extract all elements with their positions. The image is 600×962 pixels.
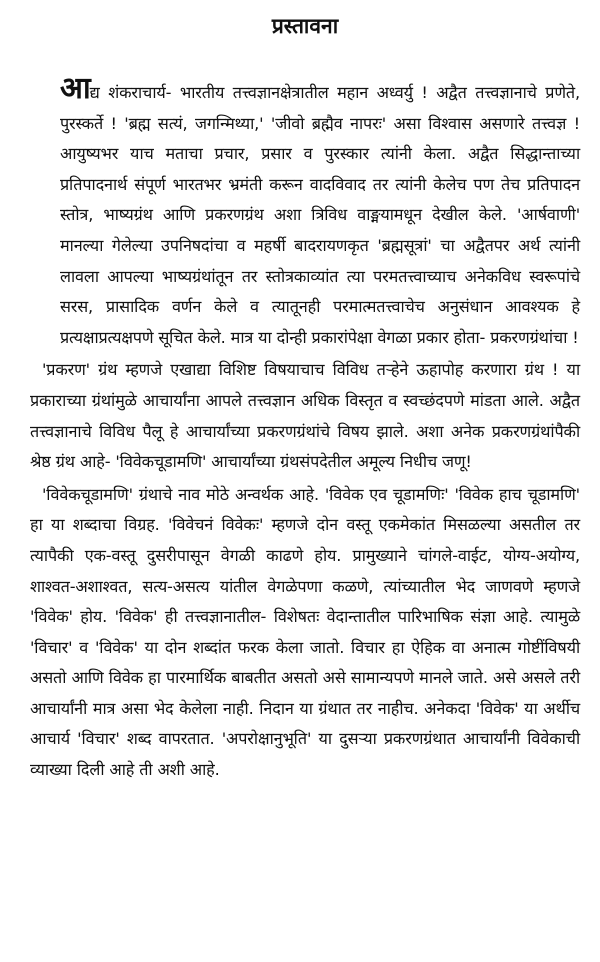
page-title: प्रस्तावना [271, 14, 339, 38]
paragraph-1 [30, 71, 580, 353]
paragraph-3: 'विवेकचूडामणि' ग्रंथाचे नाव मोठे अन्वर्थक आहे. 'विवेक एव चूडामणिः' 'विवेक हाच चूडामणि' हा या शब्दाचा विग्रह. 'विवेचनं विवेकः' म्हणजे दोन वस्तू एकमेकांत मिसळल्या असतील तर त्यापैकी एक-वस्तू दुसरीपासून वेगळी काढणे होय. प्रामुख्याने चांगले-वाईट, योग्य-अयोग्य, शाश्वत-अशाश्वत, सत्य-असत्य यांतील वेगळेपणा कळणे, त्यांच्यातील भेद जाणवणे म्हणजे 'विवेक' होय. 'विवेक' ही तत्त्वज्ञानातील- विशेषतः वेदान्तातील पारिभाषिक संज्ञा आहे. त्यामुळे 'विचार' व 'विवेक' या दोन शब्दांत फरक केला जातो. विचार हा ऐहिक वा अनात्म गोष्टींविषयी असतो आणि विवेक हा पारमार्थिक बाबतीत असतो असे सामान्यपणे मानले जाते. असे असले तरी आचार्यांनी मात्र असा भेद केलेला नाही. निदान या ग्रंथात तर नाहीच. अनेकदा 'विवेक' या अर्थीच आचार्य 'विचार' शब्द वापरतात. 'अपरोक्षानुभूति' या दुसऱ्या प्रकरणग्रंथात आचार्यांनी विवेकाची व्याख्या दिली आहे ती अशी आहे. [30, 484, 580, 780]
drop-cap: आ [60, 71, 90, 106]
paragraph-2: 'प्रकरण' ग्रंथ म्हणजे एखाद्या विशिष्ट विषयाचाच विविध तऱ्हेने ऊहापोह करणारा ग्रंथ ! या प्रकाराच्या ग्रंथांमुळे आचार्यांना आपले तत्त्वज्ञान अधिक विस्तृत व स्वच्छंदपणे मांडता आले. अद्वैत तत्त्वज्ञानाचे विविध पैलू हे आचार्यांच्या प्रकरणग्रंथांचे विषय झाले. अशा अनेक प्रकरणग्रंथांपैकी श्रेष्ठ ग्रंथ आहे- 'विवेकचूडामणि' आचार्यांच्या ग्रंथसंपदेतील अमूल्य निधीच जणू! [30, 360, 580, 472]
paragraph-1-text: द्य शंकराचार्य- भारतीय तत्त्वज्ञानक्षेत्रातील महान अध्वर्यु ! अद्वैत तत्त्वज्ञानाचे प्रणेते, पुरस्कर्ते ! 'ब्रह्म सत्यं, जगन्मिथ्या,' 'जीवो ब्रह्मैव नापरः' असा विश्वास असणारे तत्त्वज्ञ ! आयुष्यभर याच मताचा प्रचार, प्रसार व पुरस्कार त्यांनी केला. अद्वैत सिद्धान्ताच्या प्रतिपादनार्थ संपूर्ण भारतभर भ्रमंती करून वादविवाद तर त्यांनी केलेच पण तेच प्रतिपादन स्तोत्र, भाष्यग्रंथ आणि प्रकरणग्रंथ अशा त्रिविध वाङ्मयामधून देखील केले. 'आर्षवाणी' मानल्या गेलेल्या उपनिषदांचा व महर्षी बादरायणकृत 'ब्रह्मसूत्रां' चा अद्वैतपर अर्थ त्यांनी लावला आपल्या भाष्यग्रंथांतून तर स्तोत्रकाव्यांत त्या परमतत्त्वाच्याच अनेकविध स्वरूपांचे सरस, प्रासादिक वर्णन केले व त्यातूनही परमात्मतत्त्वाचेच अनुसंधान आवश्यक हे प्रत्यक्षाप्रत्यक्षपणे सूचित केले. मात्र या दोन्ही प्रकारांपेक्षा वेगळा प्रकार होता- प्रकरणग्रंथांचा ! [60, 83, 580, 347]
